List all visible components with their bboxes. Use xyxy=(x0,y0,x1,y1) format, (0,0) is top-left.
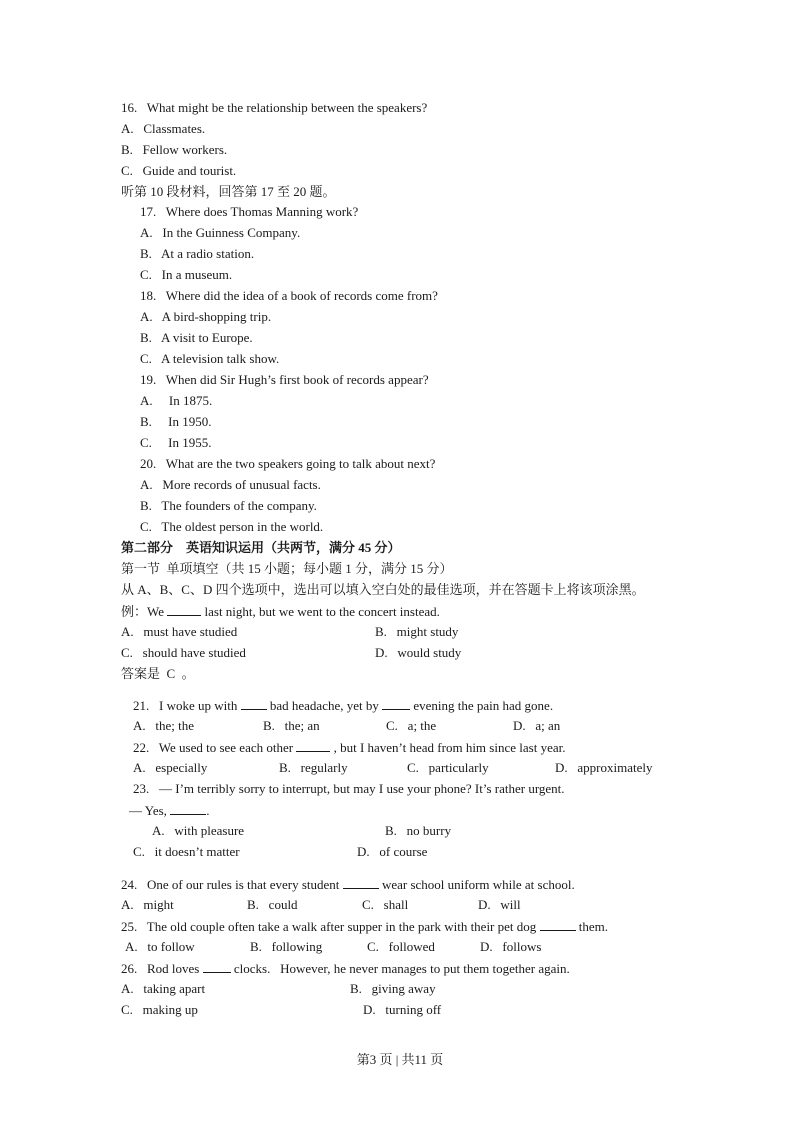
question-23-option-d: D. of course xyxy=(357,844,428,859)
question-21-option-c: C. a; the xyxy=(386,718,437,733)
question-19-option-a: A. In 1875. xyxy=(140,393,213,408)
answer-blank xyxy=(241,697,267,710)
question-23-reply-post: . xyxy=(206,803,210,818)
question-26-option-a: A. taking apart xyxy=(121,981,206,996)
question-21-stem-mid: bad headache, yet by xyxy=(266,698,383,713)
question-16-option-b: B. Fellow workers. xyxy=(121,142,228,157)
answer-blank xyxy=(296,739,330,752)
question-24-stem xyxy=(121,876,575,893)
question-24-stem-pre: 24. One of our rules is that every student xyxy=(121,877,343,892)
question-22-stem xyxy=(133,739,565,756)
question-20-stem: 20. What are the two speakers going to talk about next? xyxy=(140,456,436,471)
question-26-stem-post: clocks. However, he never manages to put them together again. xyxy=(230,961,570,976)
example-option-a: A. must have studied xyxy=(121,624,238,639)
question-21-stem xyxy=(133,697,553,714)
question-24-option-b: B. could xyxy=(247,897,298,912)
question-19-option-c: C. In 1955. xyxy=(140,435,212,450)
question-26-option-c: C. making up xyxy=(121,1002,198,1017)
question-17-option-c: C. In a museum. xyxy=(140,267,233,282)
question-21-stem-pre: 21. I woke up with xyxy=(133,698,241,713)
example-stem-post: last night, but we went to the concert instead. xyxy=(201,604,440,619)
question-26-option-d: D. turning off xyxy=(363,1002,442,1017)
question-22-option-d: D. approximately xyxy=(555,760,653,775)
answer-blank xyxy=(382,697,410,710)
question-26-option-b: B. giving away xyxy=(350,981,436,996)
example-option-b: B. might study xyxy=(375,624,459,639)
question-18-stem: 18. Where did the idea of a book of records come from? xyxy=(140,288,438,303)
question-20-option-b: B. The founders of the company. xyxy=(140,498,317,513)
question-24-option-d: D. will xyxy=(478,897,521,912)
section-one-instruction: 从 A、B、C、D 四个选项中，选出可以填入空白处的最佳选项，并在答题卡上将该项涂黑。 xyxy=(121,582,645,597)
question-25-option-c: C. followed xyxy=(367,939,435,954)
question-23-stem: 23. — I’m terribly sorry to interrupt, but may I use your phone? It’s rather urgent. xyxy=(133,781,565,796)
question-24-option-a: A. might xyxy=(121,897,174,912)
question-25-stem-pre: 25. The old couple often take a walk after supper in the park with their pet dog xyxy=(121,919,540,934)
section-one-heading: 第一节 单项填空（共 15 小题；每小题 1 分，满分 15 分） xyxy=(121,561,453,576)
question-18-option-b: B. A visit to Europe. xyxy=(140,330,253,345)
question-26-stem xyxy=(121,960,570,977)
answer-blank xyxy=(343,876,379,889)
question-19-stem: 19. When did Sir Hugh’s first book of records appear? xyxy=(140,372,429,387)
question-21-stem-post: evening the pain had gone. xyxy=(410,698,554,713)
question-22-stem-post: , but I haven’t head from him since last year. xyxy=(330,740,566,755)
listening-instruction-10: 听第 10 段材料，回答第 17 至 20 题。 xyxy=(121,184,336,199)
question-23-option-c: C. it doesn’t matter xyxy=(133,844,240,859)
question-20-option-a: A. More records of unusual facts. xyxy=(140,477,321,492)
question-18-option-a: A. A bird-shopping trip. xyxy=(140,309,272,324)
part-two-heading: 第二部分 英语知识运用（共两节，满分 45 分） xyxy=(121,540,401,555)
example-option-d: D. would study xyxy=(375,645,462,660)
question-25-option-b: B. following xyxy=(250,939,323,954)
question-19-option-b: B. In 1950. xyxy=(140,414,212,429)
question-25-stem xyxy=(121,918,608,935)
question-25-option-d: D. follows xyxy=(480,939,542,954)
question-25-stem-post: them. xyxy=(575,919,609,934)
question-17-option-a: A. In the Guinness Company. xyxy=(140,225,301,240)
question-16-option-c: C. Guide and tourist. xyxy=(121,163,237,178)
question-18-option-c: C. A television talk show. xyxy=(140,351,280,366)
example-answer: 答案是 C 。 xyxy=(121,666,195,681)
question-20-option-c: C. The oldest person in the world. xyxy=(140,519,324,534)
answer-blank xyxy=(203,960,231,973)
question-24-stem-post: wear school uniform while at school. xyxy=(378,877,575,892)
question-17-stem: 17. Where does Thomas Manning work? xyxy=(140,204,359,219)
question-22-option-c: C. particularly xyxy=(407,760,489,775)
question-22-option-a: A. especially xyxy=(133,760,208,775)
question-16-option-a: A. Classmates. xyxy=(121,121,206,136)
question-26-stem-pre: 26. Rod loves xyxy=(121,961,203,976)
question-21-option-d: D. a; an xyxy=(513,718,561,733)
answer-blank xyxy=(167,603,201,616)
question-23-reply-pre: — Yes, xyxy=(129,803,171,818)
example-stem-pre: 例：We xyxy=(121,604,168,619)
page-footer: 第3 页 | 共11 页 xyxy=(356,1052,444,1067)
question-23-reply xyxy=(129,802,209,819)
question-21-option-a: A. the; the xyxy=(133,718,195,733)
question-17-option-b: B. At a radio station. xyxy=(140,246,255,261)
example-option-c: C. should have studied xyxy=(121,645,246,660)
question-22-stem-pre: 22. We used to see each other xyxy=(133,740,297,755)
question-23-option-a: A. with pleasure xyxy=(152,823,245,838)
answer-blank xyxy=(170,802,206,815)
question-21-option-b: B. the; an xyxy=(263,718,320,733)
question-23-option-b: B. no burry xyxy=(385,823,452,838)
question-22-option-b: B. regularly xyxy=(279,760,348,775)
question-24-option-c: C. shall xyxy=(362,897,409,912)
answer-blank xyxy=(540,918,576,931)
question-16-stem: 16. What might be the relationship between the speakers? xyxy=(121,100,428,115)
example-stem xyxy=(121,603,440,620)
question-25-option-a: A. to follow xyxy=(125,939,195,954)
